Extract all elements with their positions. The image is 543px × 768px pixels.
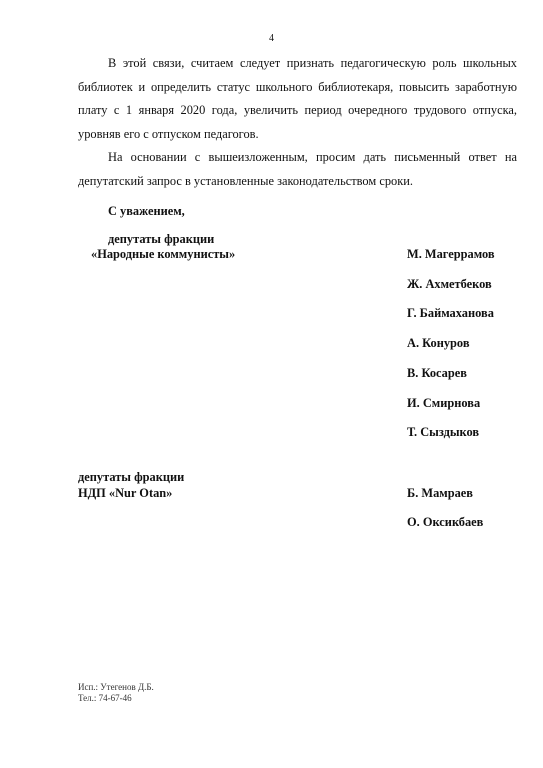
signer-name: Г. Баймаханова xyxy=(407,306,494,320)
greeting: С уважением, xyxy=(108,204,185,218)
faction2-label-line2: НДП «Nur Otan» xyxy=(78,486,173,500)
signer-name: А. Конуров xyxy=(407,336,470,350)
signer-name: И. Смирнова xyxy=(407,396,481,410)
signer-name: Б. Мамраев xyxy=(407,486,473,500)
signer-name: Ж. Ахметбеков xyxy=(407,277,492,291)
body-paragraph-1: В этой связи, считаем следует признать педагогическую роль школьных библиотек и определить статус школьного библиотекаря, повысить заработную плату с 1 января 2020 года, увеличить период очередного трудового отпуска, уровняв его с отпуском педагогов. xyxy=(78,56,517,141)
faction2-label-line1: депутаты фракции xyxy=(78,470,185,484)
signer-name: М. Магеррамов xyxy=(407,247,495,261)
signer-name: В. Косарев xyxy=(407,366,467,380)
executor-name: Исп.: Утегенов Д.Б. xyxy=(78,682,154,692)
executor-phone: Тел.: 74-67-46 xyxy=(78,693,132,703)
faction1-label-line1: депутаты фракции xyxy=(108,232,215,246)
page-number: 4 xyxy=(269,33,274,44)
signer-name: О. Оксикбаев xyxy=(407,515,484,529)
signer-name: Т. Сыздыков xyxy=(407,425,480,439)
faction1-label-line2: «Народные коммунисты» xyxy=(91,247,236,261)
body-paragraph-2: На основании с вышеизложенным, просим дать письменный ответ на депутатский запрос в установленные законодательством сроки. xyxy=(78,150,517,188)
